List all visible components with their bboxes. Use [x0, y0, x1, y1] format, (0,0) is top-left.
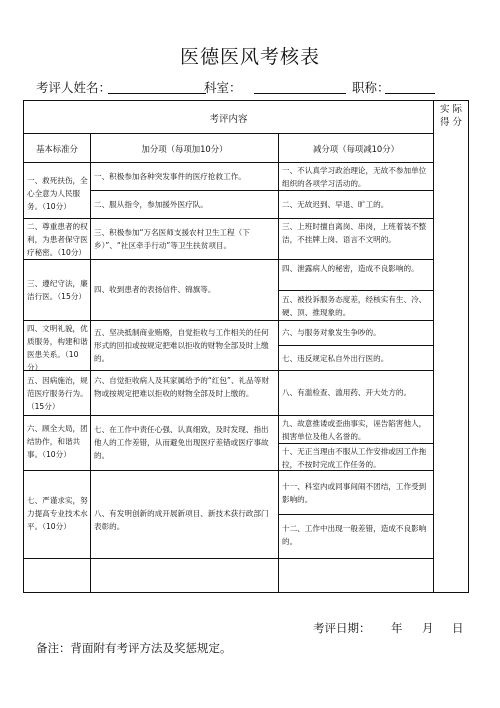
score-header-line2: 得 分: [439, 117, 463, 128]
date-month: 月: [422, 621, 434, 635]
row6-sub-2: 十、无正当理由不服从工作安排或因工作拖拉，不按时完成工作任务的。: [282, 447, 427, 469]
row7-add-1: 八、有发明创新的成开展新项目、新技术获行政部门表彰的。: [94, 509, 269, 531]
assessment-table: [23, 100, 469, 593]
col-sub-header: 减分项（每项减10分）: [312, 144, 400, 154]
row2-add-1: 三、积极参加“万名医师支援农村卫生工程（下乡）”、“社区牵手行动”等卫生扶贫项目。: [94, 228, 250, 250]
row5-sub-1: 八、有滥检查、滥用药、开大处方的。: [282, 388, 412, 397]
col-basic-header: 基本标准分: [36, 144, 78, 154]
row1-add-1: 一、积极参加各种突发事件的医疗抢救工作。: [94, 172, 246, 181]
row5-basic: 五、因病施治，规范医疗服务行为。（15分）: [27, 376, 88, 411]
row2-basic: 二、尊重患者的权利，为患者保守医疗秘密。（10分）: [27, 222, 88, 257]
page-title: 医德医风考核表: [179, 46, 320, 68]
row6-sub-1: 九、故意推诿或歪曲事实，诬告陷害他人，损害单位及他人名誉的。: [282, 419, 427, 441]
footnote: 备注：背面附有考评方法及奖惩规定。: [36, 641, 232, 655]
score-header-line1: 实 际: [439, 104, 463, 115]
row6-basic: 六、顾全大局，团结协作，和谐共事。（10分）: [27, 424, 88, 459]
date-label: 考评日期：: [313, 621, 371, 635]
row4-sub-2: 七、违反规定私自外出行医的。: [282, 354, 389, 363]
title-field[interactable]: [385, 93, 435, 94]
dept-field[interactable]: [254, 93, 346, 94]
row7-sub-2: 十二、工作中出现一般差错，造成不良影响的。: [282, 524, 427, 546]
date-year: 年: [391, 621, 403, 635]
dept-label: 科室：: [204, 80, 242, 95]
row3-basic: 三、遵纪守法，廉洁行医。（15分）: [27, 279, 88, 301]
name-field[interactable]: [108, 93, 206, 94]
row3-sub-1: 四、泄露病人的秘密，造成不良影响的。: [282, 264, 419, 273]
score-column[interactable]: [434, 134, 468, 590]
row2-sub-1: 三、上班时擅自离岗、串岗，上班着装不整洁，不挂牌上岗、语言不文明的。: [282, 222, 427, 244]
row4-add-1: 五、坚决抵制商业贿赂，自觉拒收与工作相关的任何形式的回扣或按规定把难以拒收的财物全部及时上缴的。: [94, 328, 269, 363]
row1-add-2: 二、服从指令，参加援外医疗队。: [94, 200, 208, 209]
row3-add-1: 四、收到患者的表扬信件、锦旗等。: [94, 285, 216, 294]
row6-add-1: 七、在工作中责任心强、认真细致，及时发现、指出他人的工作差错，从而避免出现医疗差错或医疗事故的。: [94, 425, 269, 460]
col-add-header: 加分项（每项加10分）: [141, 144, 228, 154]
row4-basic: 四、文明礼貌，优质服务，构建和谐医患关系。（10分）: [27, 324, 88, 372]
row4-sub-1: 六、与服务对象发生争吵的。: [282, 328, 381, 337]
row1-sub-2: 二、无故迟到、早退、旷工的。: [282, 200, 389, 209]
row7-basic: 七、严谨求实，努力提高专业技术水平。（10分）: [27, 496, 88, 531]
row1-basic: 一、救死扶伤，全心全意为人民服务。（10分）: [27, 176, 88, 211]
date-day: 日: [452, 621, 464, 635]
title-label: 职称：: [352, 80, 390, 95]
row5-add-1: 六、自觉拒收病人及其家属给予的“红包”、礼品等财物或按规定把难以拒收的财物全部及时上缴的。: [94, 376, 269, 398]
row3-sub-2: 五、被投诉服务态度差，经核实有生、冷、硬、顶、推现象的。: [282, 295, 427, 317]
row1-sub-1: 一、不认真学习政治理论，无故不参加单位组织的各项学习活动的。: [282, 166, 427, 188]
row7-sub-1: 十一、科室内或同事间闹不团结，工作受到影响的。: [282, 482, 427, 504]
name-label: 考评人姓名：: [36, 80, 112, 95]
score-header: [434, 103, 468, 129]
content-header: 考评内容: [209, 114, 248, 125]
